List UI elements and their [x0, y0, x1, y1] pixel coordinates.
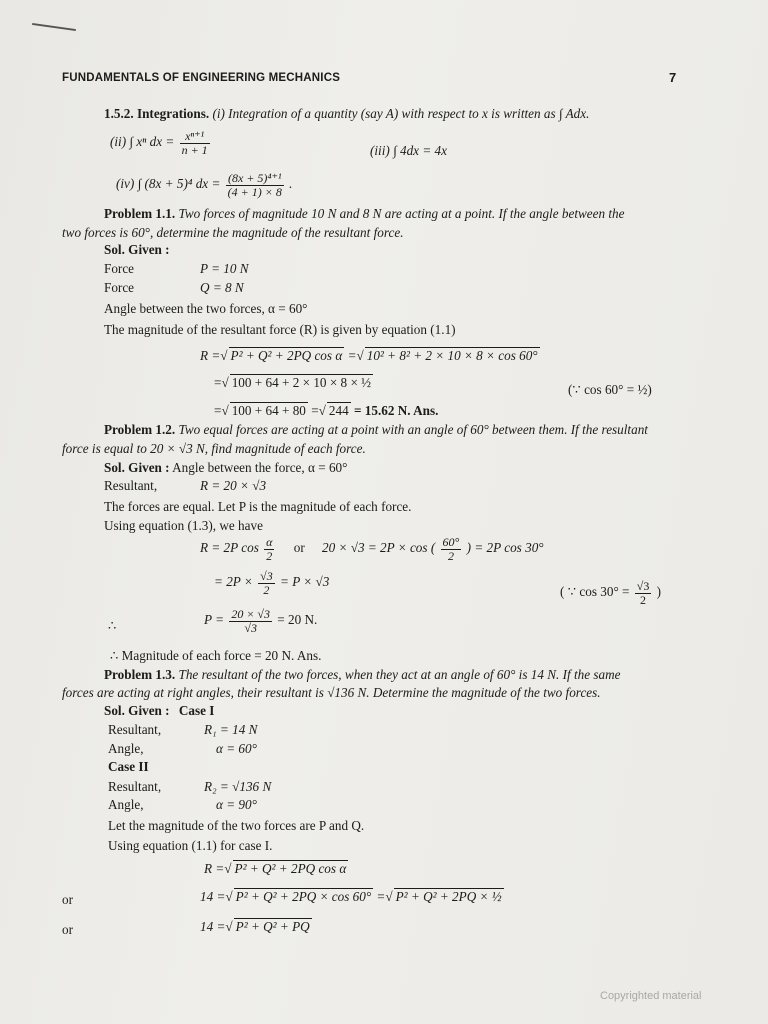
integral-ii-fraction: $\frac{\text{xⁿ⁺¹}}{n + 1}$ — [181, 129, 208, 157]
integrations-intro-line — [104, 106, 589, 122]
running-header: FUNDAMENTALS OF ENGINEERING MECHANICS — [62, 72, 341, 84]
integral-iv-lhs: ∫ (8x + 5)⁴ dx = — [137, 176, 221, 192]
problem-1-2-equation-1: R = 2P cos $\frac{\alpha}{2}$ or 20 × √3 = 2P × cos ( $\frac{60^\circ}{2}$ ) = 2P cos 30° — [200, 535, 544, 563]
cos30-note: ( ∵ cos 30° = $\frac{√3}{2}$ ) — [560, 579, 662, 607]
problem-1-1-statement-line2: two forces is 60°, determine the magnitude of the resultant force. — [62, 225, 404, 240]
problem-1-2-using-eq: Using equation (1.3), we have — [104, 518, 263, 533]
problem-1-3-equation-2: 14 =√ P² + Q² + 2PQ × cos 60° =√ P² + Q² + 2PQ × ½ — [200, 889, 502, 904]
integral-iii: (iii) ∫ 4dx = 4x — [370, 143, 447, 158]
or-label-2: or — [62, 922, 73, 937]
problem-1-2-label: Problem 1.2. — [104, 422, 176, 437]
problem-1-1-statement-line1: Problem 1.1. Two forces of magnitude 10 N and 8 N are acting at a point. If the angle between the — [104, 206, 625, 221]
problem-1-1-equation-3: =√ 100 + 64 + 80 =√ 244 = 15.62 N. Ans. — [214, 403, 439, 418]
problem-1-2-given: Sol. Given : Angle between the force, α = 60° — [104, 460, 348, 475]
problem-1-2-equation-3: P = $\frac{20 \times √3}{√3}$ = 20 N. — [204, 607, 318, 635]
force-value-2: Q = 8 N — [200, 280, 244, 295]
integral-ii: (ii) ∫ xⁿ dx = $\frac{\text{xⁿ⁺¹}}{n + 1}$ — [110, 129, 208, 157]
integral-ii-lhs: ∫ xⁿ dx = — [129, 134, 175, 150]
or-label-1: or — [62, 892, 73, 907]
case2-angle-value: α = 90° — [216, 797, 257, 812]
problem-1-1-sol-given: Sol. Given : — [104, 242, 170, 257]
problem-1-3-statement-line1: Problem 1.3. The resultant of the two forces, when they act at an angle of 60° is 14 N. If the same — [104, 667, 621, 682]
page-number: 7 — [669, 70, 677, 85]
integral-iv: (iv) ∫ (8x + 5)⁴ dx = $\frac{\text{(8x + 5)⁴⁺¹}}{(4 + 1) \times 8}$ . — [116, 171, 293, 199]
problem-1-1-answer: = 15.62 N. Ans. — [353, 403, 439, 418]
force-label-1: Force — [104, 261, 135, 276]
copyright-watermark: Copyrighted material — [600, 990, 702, 1002]
force-label-2: Force — [104, 280, 135, 295]
problem-1-1-label: Problem 1.1. — [104, 206, 176, 221]
problem-1-2-conclusion: ∴ Magnitude of each force = 20 N. Ans. — [110, 648, 322, 663]
case1-resultant-value: R₁ = 14 N — [204, 722, 258, 737]
problem-1-3-statement-line2: forces are acting at right angles, their resultant is √136 N. Determine the magnitude of the two forces. — [62, 685, 601, 700]
therefore-symbol: ∴ — [108, 618, 117, 633]
angle-between-forces: Angle between the two forces, α = 60° — [104, 301, 308, 316]
case2-angle-label: Angle, — [108, 797, 144, 812]
problem-1-3-given: Sol. Given : Case I — [104, 703, 215, 718]
problem-1-3-equation-3: 14 =√ P² + Q² + PQ — [200, 919, 310, 934]
cos60-note: (∵ cos 60° = ½) — [568, 382, 652, 397]
problem-1-3-using-eq: Using equation (1.1) for case I. — [108, 838, 273, 853]
case2-resultant-value: R₂ = √136 N — [204, 779, 272, 794]
integrations-intro: (i) Integration of a quantity (say A) with respect to x is written as ∫ Adx. — [212, 106, 590, 121]
forces-equal-line: The forces are equal. Let P is the magnitude of each force. — [104, 499, 412, 514]
problem-1-2-resultant-value: R = 20 × √3 — [200, 478, 267, 493]
case1-angle-value: α = 60° — [216, 741, 257, 756]
case2-resultant-label: Resultant, — [108, 779, 162, 794]
problem-1-2-statement-line1: Problem 1.2. Two equal forces are acting at a point with an angle of 60° between them. If the resultant — [104, 422, 648, 437]
integrations-heading: 1.5.2. Integrations. — [104, 106, 210, 121]
problem-1-2-resultant-label: Resultant, — [104, 478, 158, 493]
problem-1-3-equation-1: R =√ P² + Q² + 2PQ cos α — [204, 861, 347, 876]
case2-heading: Case II — [108, 759, 149, 774]
problem-1-1-equation-1: R =√ P² + Q² + 2PQ cos α =√ 10² + 8² + 2 × 10 × 8 × cos 60° — [200, 348, 538, 363]
case1-resultant-label: Resultant, — [108, 722, 162, 737]
problem-1-3-label: Problem 1.3. — [104, 667, 176, 682]
resultant-magnitude-intro: The magnitude of the resultant force (R) is given by equation (1.1) — [104, 322, 456, 337]
integral-iv-fraction: $\frac{\text{(8x + 5)⁴⁺¹}}{(4 + 1) \times 8}$ — [227, 171, 282, 199]
problem-1-2-statement-line2: force is equal to 20 × √3 N, find magnitude of each force. — [62, 441, 366, 456]
problem-1-1-equation-2: =√ 100 + 64 + 2 × 10 × 8 × ½ — [214, 375, 372, 390]
case1-angle-label: Angle, — [108, 741, 144, 756]
let-magnitude-line: Let the magnitude of the two forces are P and Q. — [108, 818, 365, 833]
pen-mark — [32, 23, 76, 31]
problem-1-2-equation-2: = 2P × $\frac{√3}{2}$ = P × √3 — [214, 569, 330, 597]
force-value-1: P = 10 N — [200, 261, 249, 276]
